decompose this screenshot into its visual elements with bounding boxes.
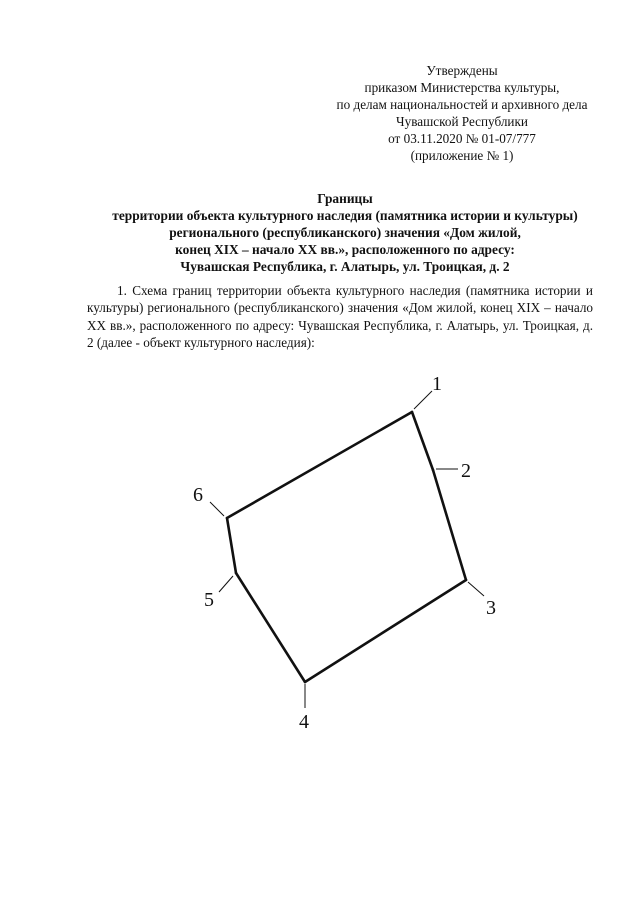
point-label-1: 1: [432, 373, 442, 395]
approval-line: приказом Министерства культуры,: [364, 80, 560, 95]
point-label-3: 3: [486, 597, 496, 619]
title-line: Границы: [317, 191, 373, 206]
title-line: Чувашская Республика, г. Алатырь, ул. Троицкая, д. 2: [180, 259, 510, 274]
boundary-edge-3-4: [305, 580, 466, 682]
boundary-edge-5-6: [227, 518, 236, 573]
point-label-6: 6: [193, 484, 203, 506]
leader-line-6: [210, 502, 224, 516]
title-line: территории объекта культурного наследия (памятника истории и культуры): [112, 208, 578, 223]
boundary-edge-2-3: [433, 470, 466, 580]
title-line: конец XIX – начало XX вв.», расположенного по адресу:: [175, 242, 515, 257]
boundary-edge-1-2: [412, 412, 433, 470]
point-label-2: 2: [461, 460, 471, 482]
approval-line: Чувашской Республики: [396, 114, 528, 129]
approval-line: Утверждены: [426, 63, 498, 78]
boundary-edge-6-1: [227, 412, 412, 518]
point-label-5: 5: [204, 589, 214, 611]
approval-line: по делам национальностей и архивного дела: [336, 97, 588, 112]
point-label-4: 4: [299, 711, 309, 733]
leader-line-1: [414, 391, 432, 409]
title-line: регионального (республиканского) значения «Дом жилой,: [169, 225, 521, 240]
leader-line-3: [468, 582, 484, 596]
approval-line: от 03.11.2020 № 01-07/777: [388, 131, 536, 146]
leader-line-5: [219, 576, 233, 592]
boundary-edge-4-5: [236, 573, 305, 682]
approval-line: (приложение № 1): [410, 148, 514, 163]
scheme-description-paragraph: 1. Схема границ территории объекта культурного наследия (памятника истории и культуры) регионального (республиканского) значения «Дом жилой, конец XIX – начало XX вв.», расположенного по адресу: Чувашская Республика, г. Алатырь, ул. Троицкая, д. 2 (далее - объект культурного наследия):: [87, 283, 593, 351]
